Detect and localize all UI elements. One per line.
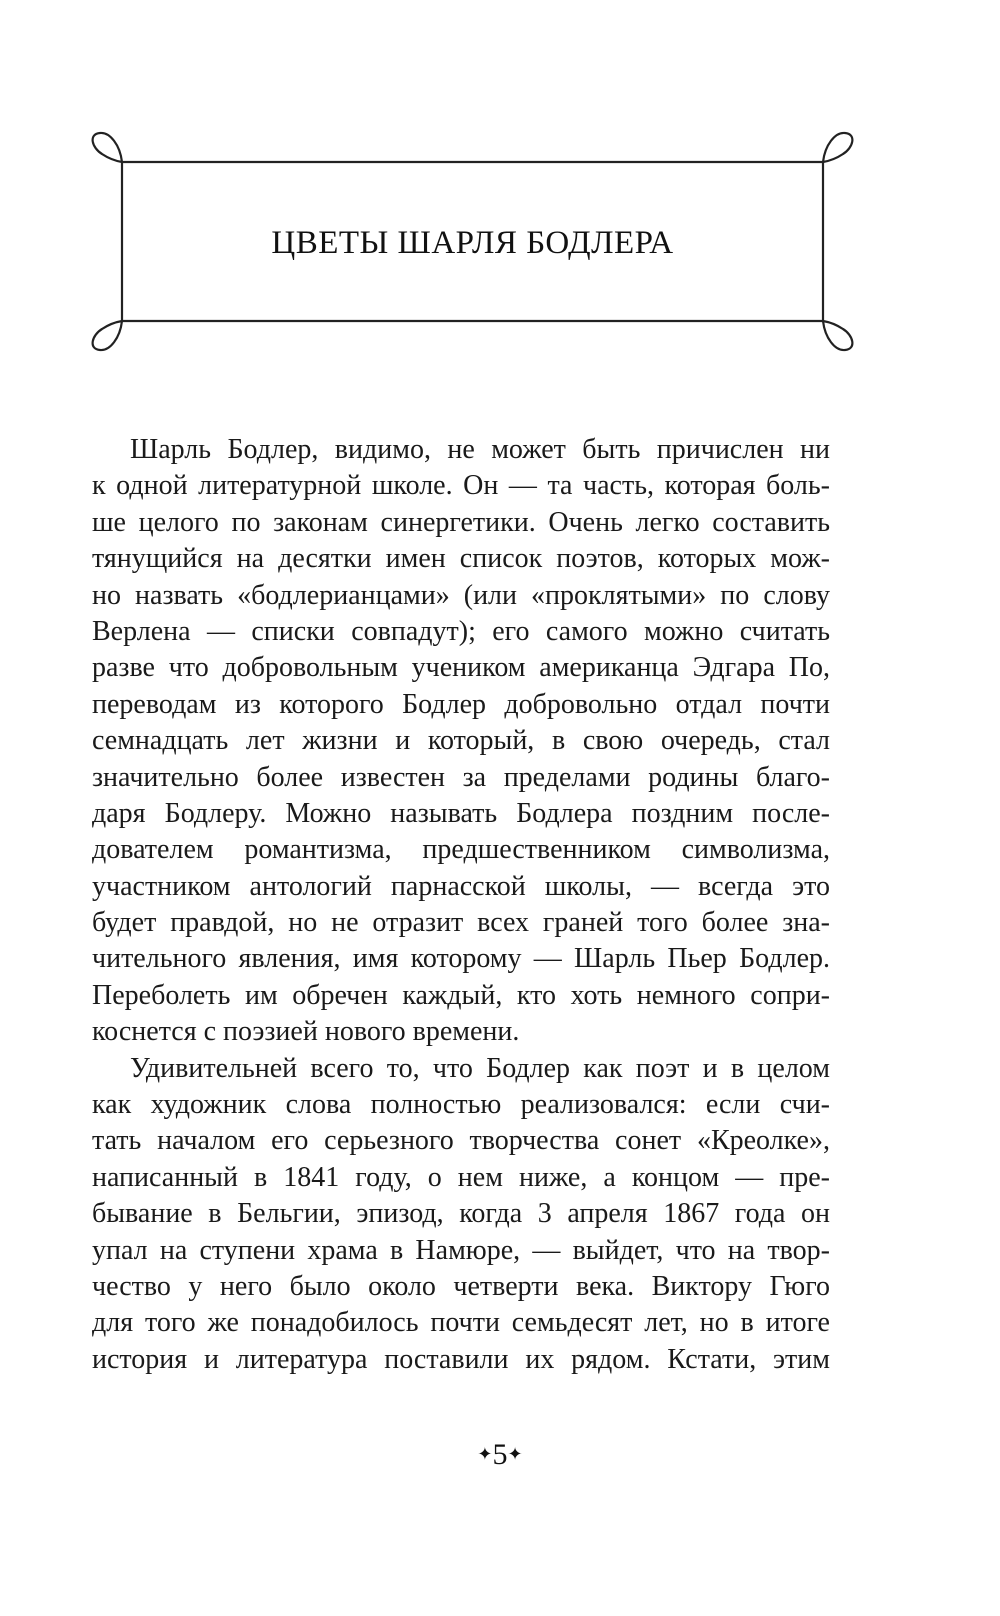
text-line: написанный в 1841 году, о нем ниже, а концом — пре-	[92, 1161, 830, 1193]
text-line: ше целого по законам синергетики. Очень легко составить	[92, 506, 830, 538]
ornament-star-icon: ✦	[507, 1444, 523, 1464]
text-line: чество у него было около четверти века. Виктору Гюго	[92, 1270, 830, 1302]
text-line: значительно более известен за пределами родины благо-	[92, 761, 830, 793]
text-line: тать началом его серьезного творчества сонет «Креолке»,	[92, 1125, 830, 1157]
text-line: участником антологий парнасской школы, — всегда это	[92, 870, 830, 902]
frame-corner-loop-top-left	[93, 133, 122, 162]
text-line: Шарль Бодлер, видимо, не может быть причислен ни	[130, 434, 830, 465]
page-footer	[0, 1438, 1000, 1472]
text-line: семнадцать лет жизни и который, в свою очередь, стал	[92, 725, 830, 757]
frame-corner-loop-top-right	[823, 133, 852, 162]
text-line: чительного явления, имя которому — Шарль Пьер Бодлер.	[92, 943, 830, 975]
text-line: история и литература поставили их рядом. Кстати, этим	[92, 1343, 830, 1375]
text-line: для того же понадобилось почти семьдесят лет, но в итоге	[92, 1307, 830, 1339]
chapter-title-frame	[0, 0, 1000, 420]
text-line: упал на ступени храма в Намюре, — выйдет, что на твор-	[92, 1234, 830, 1266]
text-line: бывание в Бельгии, эпизод, когда 3 апреля 1867 года он	[92, 1198, 830, 1230]
text-line: будет правдой, но не отразит всех граней того более зна-	[92, 907, 830, 939]
chapter-title: ЦВЕТЫ ШАРЛЯ БОДЛЕРА	[271, 225, 674, 262]
text-line: даря Бодлеру. Можно называть Бодлера поздним после-	[92, 797, 830, 829]
text-line: к одной литературной школе. Он — та часть, которая боль-	[92, 470, 830, 502]
text-line: Удивительней всего то, что Бодлер как поэт и в целом	[130, 1052, 830, 1084]
ornament-star-icon: ✦	[477, 1444, 493, 1464]
text-line: разве что добровольным учеником американца Эдгара По,	[92, 652, 830, 684]
text-line: коснется с поэзией нового времени.	[92, 1016, 520, 1048]
paragraph-1	[92, 432, 830, 1051]
body-text	[92, 432, 830, 1378]
text-line: как художник слова полностью реализовался: если счи-	[92, 1089, 830, 1121]
frame-corner-loop-bottom-left	[93, 321, 122, 350]
page-number: 5	[492, 1438, 508, 1471]
text-line: но назвать «бодлерианцами» (или «проклятыми» по слову	[92, 579, 830, 611]
text-line: переводам из которого Бодлер добровольно отдал почти	[92, 688, 830, 720]
paragraph-2	[92, 1051, 830, 1379]
frame-corner-loop-bottom-right	[823, 321, 852, 350]
text-line: тянущийся на десятки имен список поэтов, которых мож-	[92, 543, 830, 575]
text-line: Переболеть им обречен каждый, кто хоть немного сопри-	[92, 979, 830, 1011]
text-line: дователем романтизма, предшественником символизма,	[92, 834, 830, 866]
text-line: Верлена — списки совпадут); его самого можно считать	[92, 615, 830, 647]
